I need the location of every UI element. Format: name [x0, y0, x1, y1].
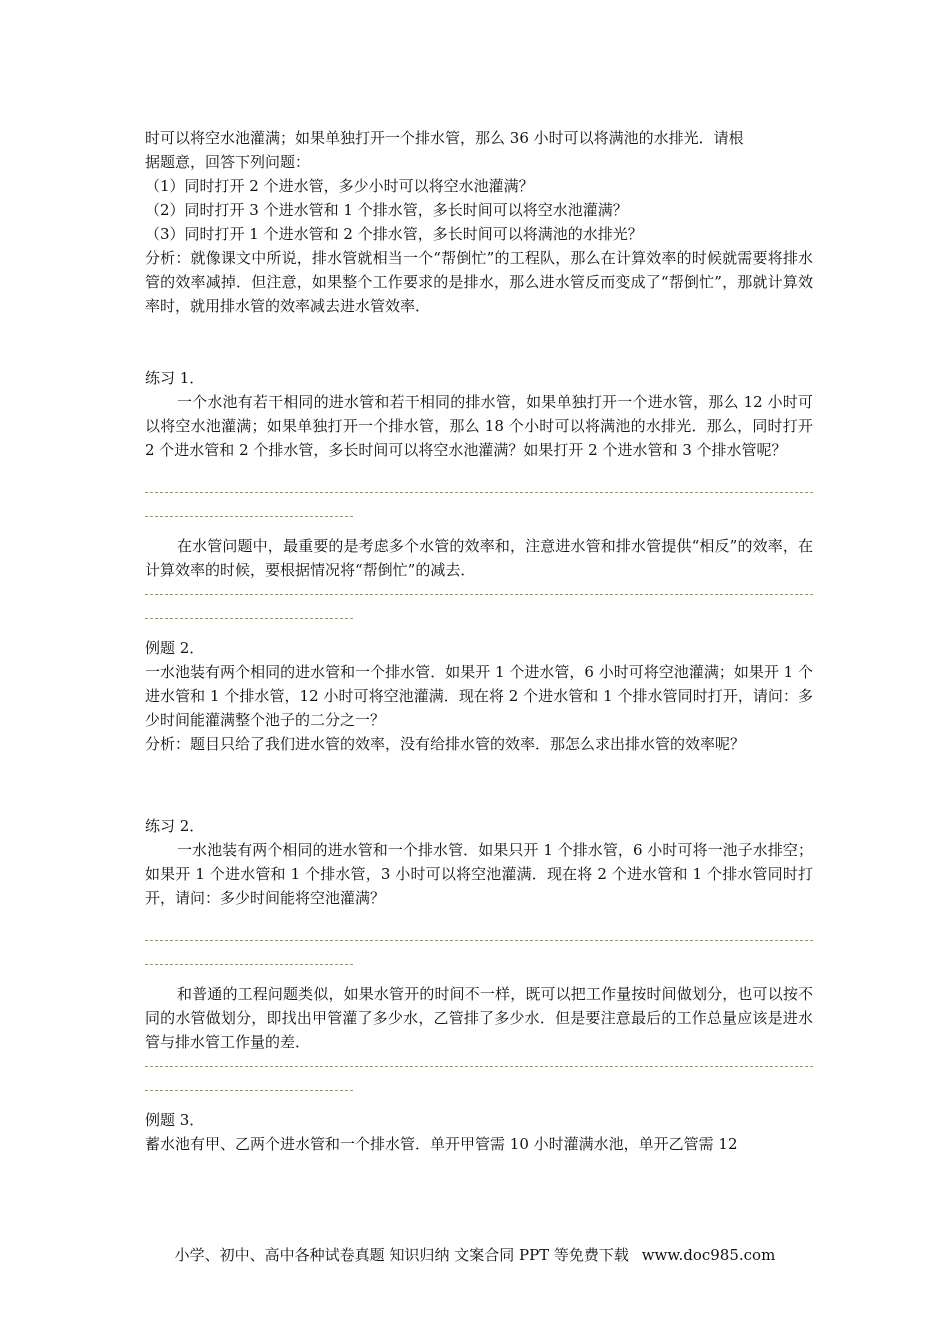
footer-url[interactable]: www.doc985.com	[641, 1246, 776, 1264]
dash-line	[145, 928, 813, 952]
spacer	[145, 756, 813, 814]
document-content	[145, 126, 813, 1156]
question-1: （1）同时打开 2 个进水管，多少小时可以将空水池灌满？	[145, 177, 534, 195]
example-2-body: 一水池装有两个相同的进水管和一个排水管．如果开 1 个进水管，6 小时可将空池灌满；如果开 1 个进水管和 1 个排水管，12 小时可将空池灌满．现在将 2 个进水管和 1 个排水管同时打开，请问：多少时间能灌满整个池子的二分之一？	[145, 663, 813, 729]
footer-text: 小学、初中、高中各种试卷真题 知识归纳 文案合同 PPT 等免费下载	[174, 1246, 629, 1264]
exercise-1-body: 一个水池有若干相同的进水管和若干相同的排水管，如果单独打开一个进水管，那么 12 小时可以将空水池灌满；如果单独打开一个排水管，那么 18 个小时可以将满池的水排光．那么，同时打开 2 个进水管和 2 个排水管，多长时间可以将空水池灌满？如果打开 2 个进水管和 3 个排水管呢？	[145, 393, 813, 459]
dash-line	[145, 504, 813, 528]
question-2: （2）同时打开 3 个进水管和 1 个排水管，多长时间可以将空水池灌满？	[145, 201, 628, 219]
note-2: 和普通的工程问题类似，如果水管开的时间不一样，既可以把工作量按时间做划分，也可以按不同的水管做划分，即找出甲管灌了多少水，乙管排了多少水．但是要注意最后的工作总量应该是进水管与排水管工作量的差．	[145, 985, 813, 1051]
paragraph: 时可以将空水池灌满；如果单独打开一个排水管，那么 36 小时可以将满池的水排光．请根	[145, 129, 744, 147]
example-2-analysis: 分析：题目只给了我们进水管的效率，没有给排水管的效率．那怎么求出排水管的效率呢？	[145, 735, 746, 753]
exercise-2-title: 练习 2．	[145, 817, 205, 835]
spacer	[145, 318, 813, 366]
dash-line	[145, 952, 813, 976]
paragraph: 据题意，回答下列问题：	[145, 153, 311, 171]
exercise-2-body: 一水池装有两个相同的进水管和一个排水管．如果只开 1 个排水管，6 小时可将一池子水排空；如果开 1 个进水管和 1 个排水管，3 小时可以将空池灌满．现在将 2 个进水管和 1 个排水管同时打开，请问：多少时间能将空池灌满？	[145, 841, 813, 907]
dashed-divider	[145, 480, 813, 528]
question-3: （3）同时打开 1 个进水管和 2 个排水管，多长时间可以将满池的水排光？	[145, 225, 643, 243]
example-3-title: 例题 3．	[145, 1111, 205, 1129]
example-2-title: 例题 2．	[145, 639, 205, 657]
dashed-divider	[145, 928, 813, 976]
dash-line	[145, 1054, 813, 1078]
note-1: 在水管问题中，最重要的是考虑多个水管的效率和，注意进水管和排水管提供“相反”的效率，在计算效率的时候，要根据情况将“帮倒忙”的减去．	[145, 537, 813, 579]
dash-line	[145, 480, 813, 504]
dashed-divider	[145, 582, 813, 630]
exercise-1-title: 练习 1．	[145, 369, 205, 387]
example-3-body: 蓄水池有甲、乙两个进水管和一个排水管．单开甲管需 10 小时灌满水池，单开乙管需 12	[145, 1135, 738, 1153]
page-footer	[0, 1244, 950, 1265]
dashed-divider	[145, 1054, 813, 1102]
dash-line	[145, 606, 813, 630]
dash-line	[145, 582, 813, 606]
analysis-text: 分析：就像课文中所说，排水管就相当一个“帮倒忙”的工程队，那么在计算效率的时候就需要将排水管的效率减掉．但注意，如果整个工作要求的是排水，那么进水管反而变成了“帮倒忙”，那就计算效率时，就用排水管的效率减去进水管效率．	[145, 249, 813, 315]
dash-line	[145, 1078, 813, 1102]
